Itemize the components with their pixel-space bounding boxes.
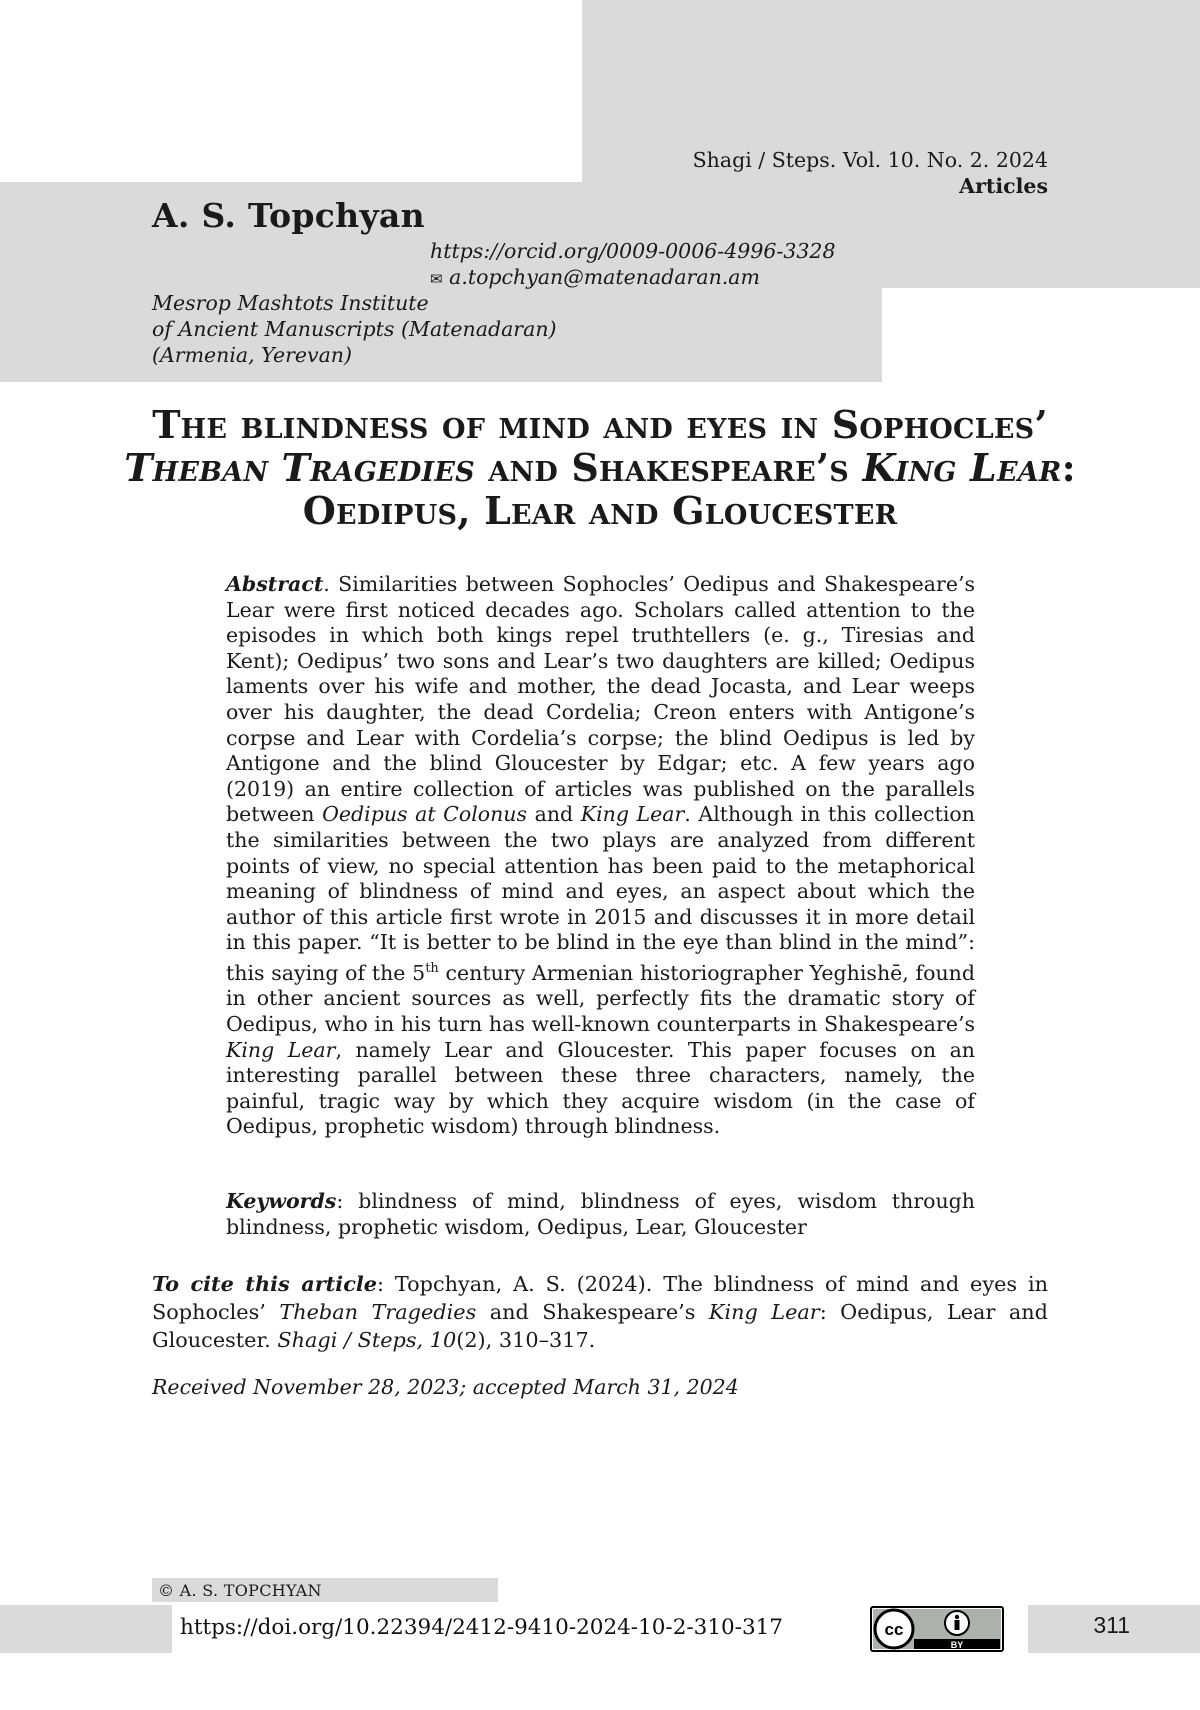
affiliation-line: of Ancient Manuscripts (Matenadaran)	[152, 316, 557, 342]
citation-text: (2), 310–317.	[456, 1328, 595, 1352]
journal-header	[693, 147, 1048, 199]
doi-link[interactable]: https://doi.org/10.22394/2412-9410-2024-10-2-310-317	[180, 1615, 783, 1640]
received-dates: Received November 28, 2023; accepted March 31, 2024	[152, 1375, 739, 1399]
abstract-text: , namely Lear and Gloucester. This paper focuses on an interesting parallel between these three characters, namely, the painful, tragic way by which they acquire wisdom (in the case of Oedipus, prophetic wisdom) through blindness.	[226, 1038, 975, 1139]
envelope-icon: ✉	[430, 270, 443, 288]
citation-italic: Shagi / Steps, 10	[277, 1328, 456, 1352]
keywords-text: : blindness of mind, blindness of eyes, wisdom through blindness, prophetic wisdom, Oedipus, Lear, Gloucester	[226, 1189, 975, 1239]
keywords	[226, 1189, 975, 1240]
abstract-text: and	[535, 802, 574, 826]
keywords-label: Keywords	[226, 1189, 336, 1213]
by-person-head	[955, 1615, 959, 1619]
affiliation-line: (Armenia, Yerevan)	[152, 342, 557, 368]
affiliation-line: Mesrop Mashtots Institute	[152, 290, 557, 316]
title-italic: King Lear	[862, 445, 1061, 490]
abstract-italic: King Lear	[226, 1038, 335, 1062]
email-line	[430, 264, 836, 292]
abstract-text: . Although in this collection the similarities between the two plays are analyzed from different points of view, no special at­tention has been paid to the metaphorical meaning of blindness of mind and eyes, an aspect about which the author of this article first wrote in 2015 and discusses it in more detail in this paper. “It is better to be blind in the eye than blind in the mind”: this saying of the 5	[226, 802, 975, 984]
abstract-italic: Oedipus at Colonus	[322, 802, 527, 826]
abstract	[226, 572, 975, 1140]
citation-text: and Shakespeare’s	[490, 1300, 696, 1324]
abstract-italic: King Lear	[581, 802, 685, 826]
cc-by-icon[interactable]	[870, 1606, 1004, 1652]
by-person-body	[955, 1620, 960, 1630]
cc-letters: cc	[885, 1620, 904, 1639]
title-part: The blindness of mind and eyes in Sophocles’	[152, 402, 1048, 447]
page-number: 311	[1093, 1612, 1130, 1639]
author-name: A. S. Topchyan	[152, 196, 425, 235]
citation-text: : Topchyan, A. S. (2024). The blindness of mind and eyes in Sophocles’	[152, 1272, 1048, 1324]
title-part: : Oedipus, Lear and Gloucester	[303, 445, 1076, 533]
citation-italic: Theban Tragedies	[279, 1300, 476, 1324]
section-label: Articles	[693, 173, 1048, 199]
abstract-label: Abstract	[226, 572, 323, 596]
by-label: BY	[951, 1640, 964, 1650]
article-title	[100, 403, 1100, 532]
orcid-link[interactable]: https://orcid.org/0009-0006-4996-3328	[430, 238, 836, 264]
abstract-sup: th	[425, 961, 439, 976]
citation-italic: King Lear	[709, 1300, 820, 1324]
author-affiliation	[152, 290, 557, 368]
abstract-text: . Similarities between Sophocles’ Oedipus and Shake­speare’s Lear were first noticed decades ago. Scholars called at­tention to the episodes in which both kings repel truthtellers (e. g., Tiresias and Kent); Oedipus’ two sons and Lear’s two daughters are killed; Oedipus laments over his wife and mother, the dead Jo­casta, and Lear weeps over his daughter, the dead Cordelia; Cre­on enters with Antigone’s corpse and Lear with Cordelia’s corpse; the blind Oedipus is led by Antigone and the blind Gloucester by Edgar; etc. A few years ago (2019) an entire collection of articles was published on the parallels between	[226, 572, 975, 826]
title-part: and Shakespeare’s	[488, 445, 849, 490]
citation-text: : Oedipus, Lear and Gloucester.	[152, 1300, 1048, 1352]
journal-line: Shagi / Steps. Vol. 10. No. 2. 2024	[693, 147, 1048, 173]
copyright: © A. S. TOPCHYAN	[158, 1581, 322, 1600]
author-contacts	[430, 238, 836, 292]
email-link[interactable]: a.topchyan@matenadaran.am	[449, 265, 760, 289]
abstract-text: century Armenian historiographer Yeghishē, found in other ancient sources as well, perfectly fits the dramatic story of Oedi­pus, who in his turn has well-known counterparts in Shakespeare’s	[226, 961, 975, 1036]
title-italic: Theban Tragedies	[124, 445, 475, 490]
citation-label: To cite this article	[152, 1271, 377, 1296]
citation	[152, 1270, 1048, 1354]
